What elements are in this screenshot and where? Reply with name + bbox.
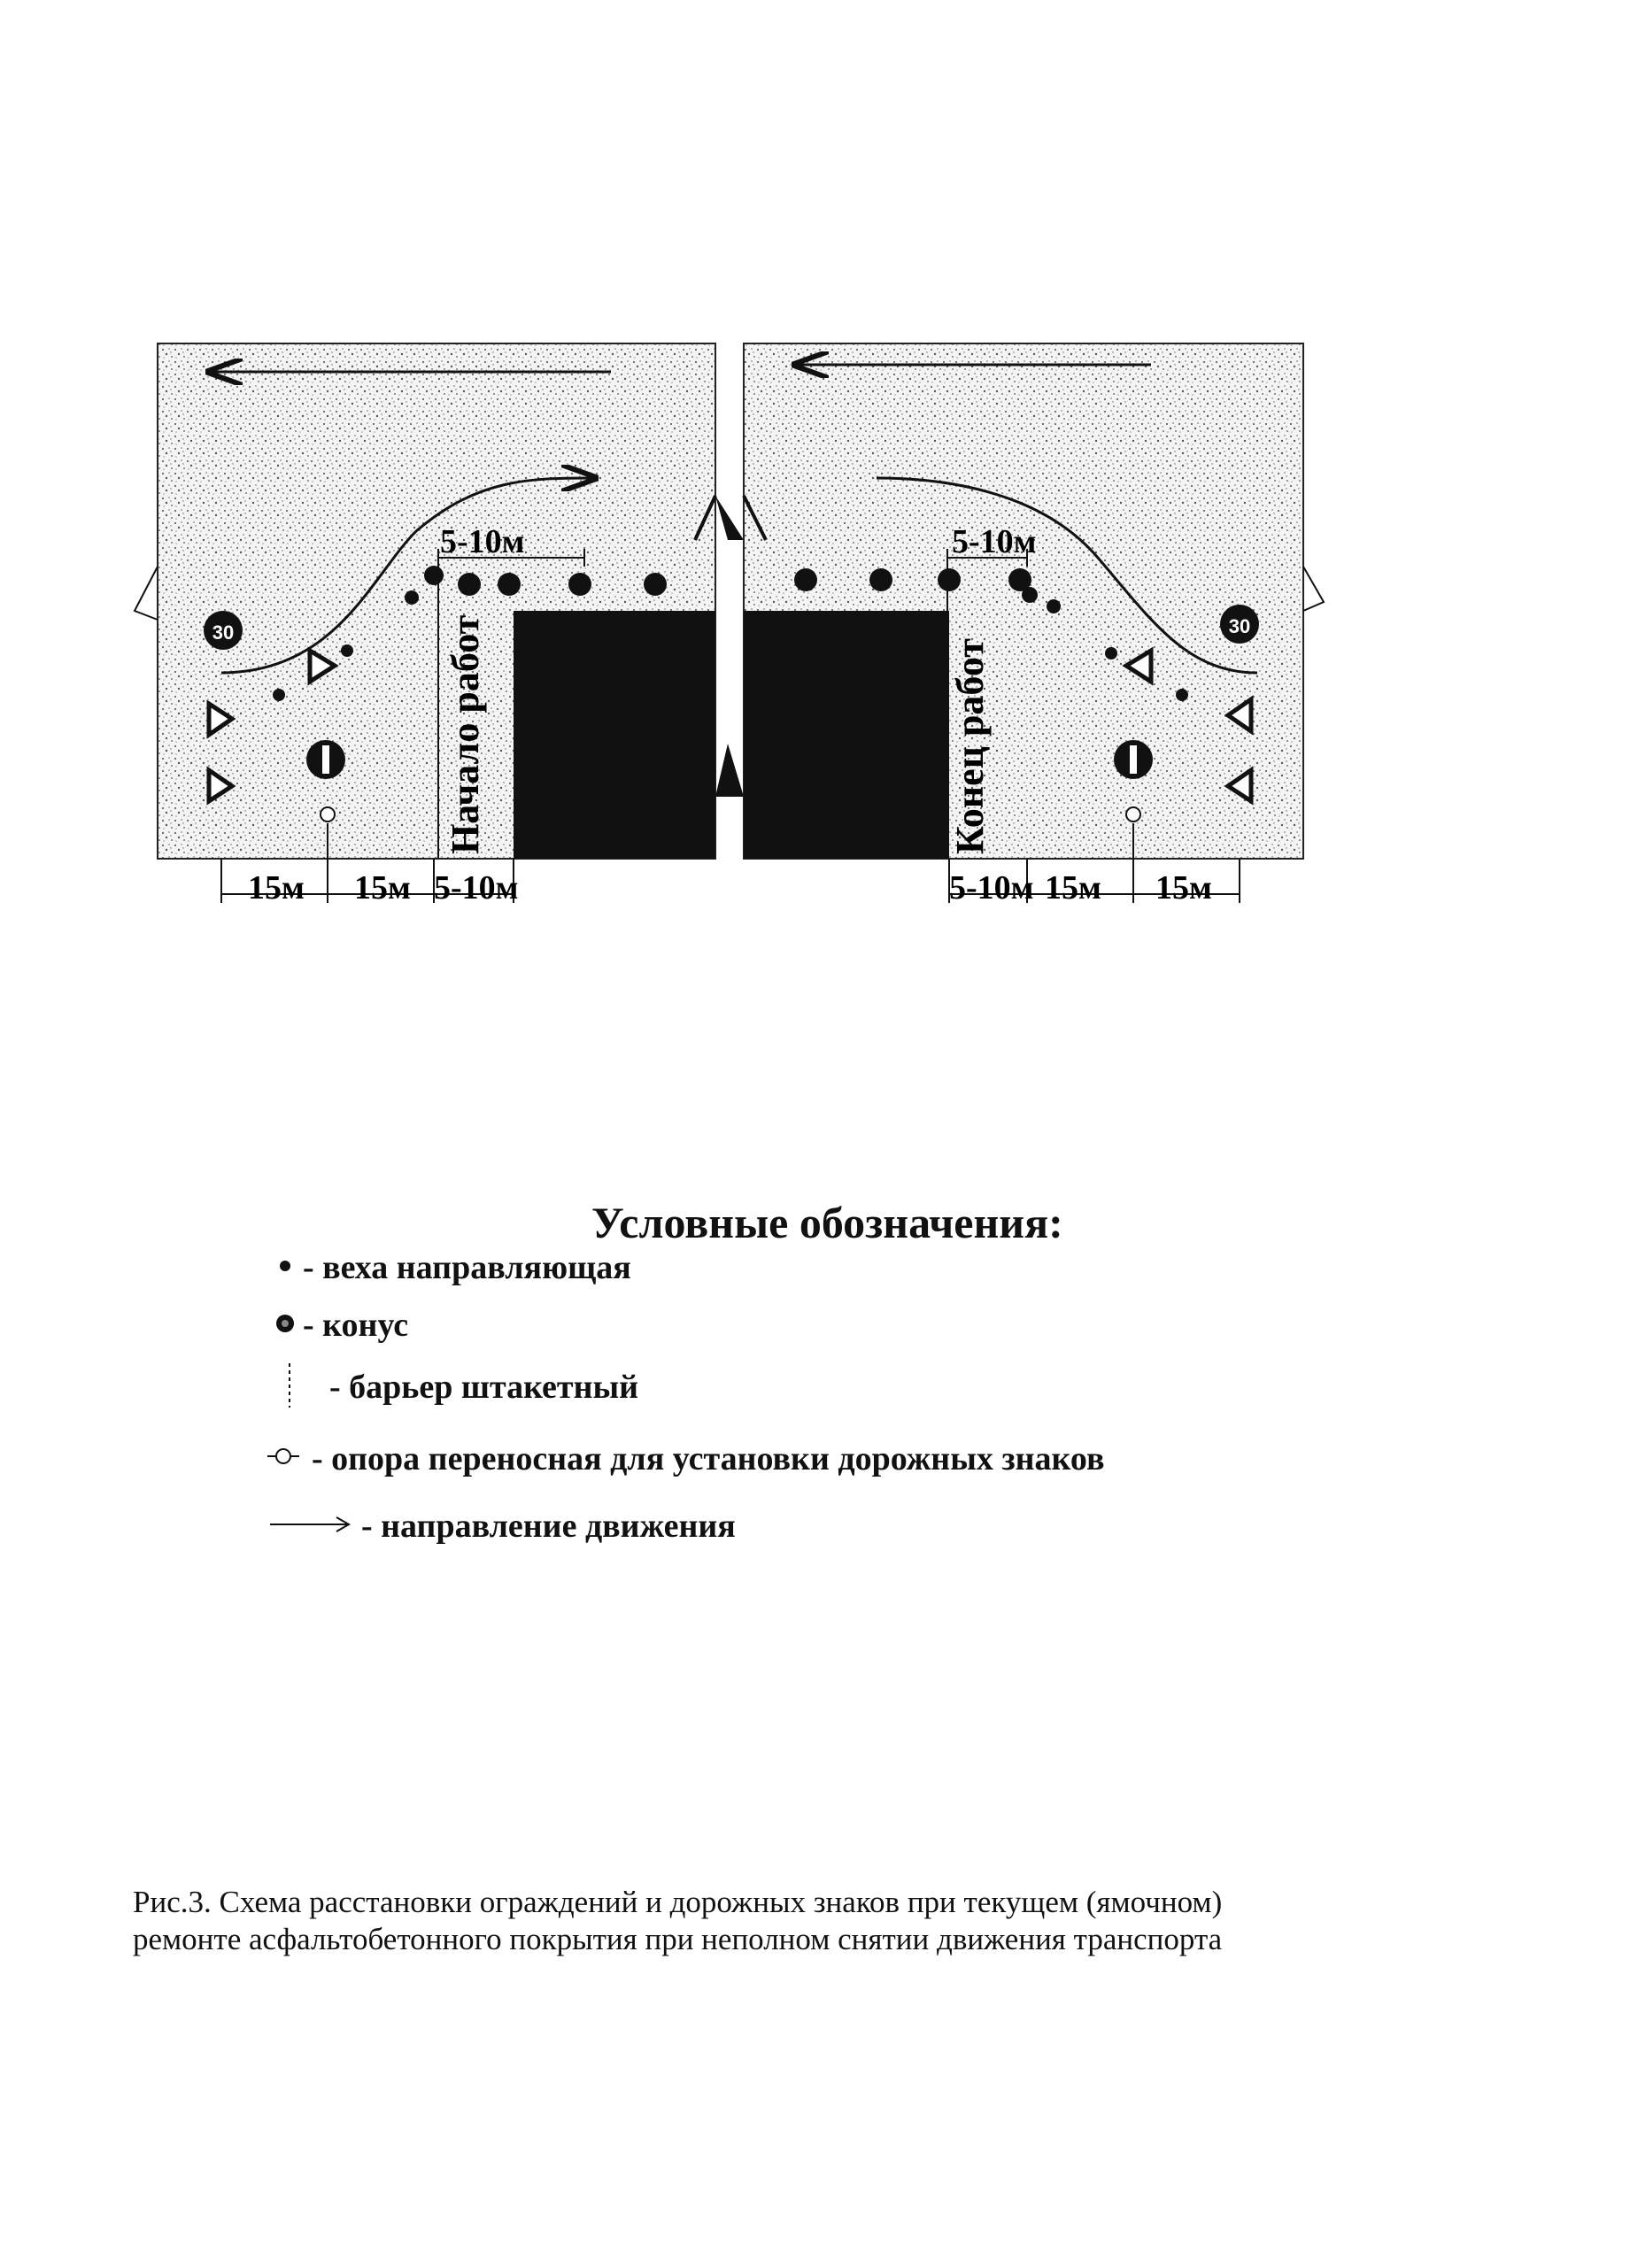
svg-text:15м: 15м — [354, 869, 411, 906]
left-top-dimension-label: 5-10м — [440, 523, 525, 560]
left-speed-limit-sign — [204, 611, 243, 650]
svg-text:15м: 15м — [1155, 869, 1212, 906]
right-no-entry-sign — [1114, 740, 1153, 779]
center-arrow-bottom — [715, 744, 744, 797]
right-road-panel — [744, 343, 1324, 906]
legend-item-guide-post: - веха направляющая — [303, 1249, 631, 1286]
right-vehicle-edge — [1303, 567, 1324, 611]
svg-text:30: 30 — [212, 621, 235, 644]
right-work-zone — [744, 611, 949, 859]
left-sign-support-icon — [321, 807, 335, 822]
caption-line-2: ремонте асфальтобетонного покрытия при неполном снятии движения транспорта — [133, 1922, 1223, 1956]
svg-text:30: 30 — [1228, 615, 1251, 637]
legend-item-barrier: - барьер штакетный — [329, 1369, 639, 1406]
guide-post-dot — [280, 1261, 290, 1271]
sign-support-icon — [267, 1449, 299, 1463]
cone-icon — [276, 1315, 294, 1332]
legend-title: Условные обозначения: — [591, 1198, 1063, 1247]
svg-text:5-10м: 5-10м — [434, 869, 519, 906]
right-top-dimension-label: 5-10м — [952, 523, 1037, 560]
work-start-label: Начало работ — [444, 614, 487, 854]
center-arrow-top — [715, 496, 744, 540]
left-no-entry-sign — [306, 740, 345, 779]
svg-text:15м: 15м — [248, 869, 305, 906]
svg-text:5-10м: 5-10м — [949, 869, 1034, 906]
legend-item-direction: - направление движения — [361, 1508, 736, 1545]
svg-text:15м: 15м — [1045, 869, 1101, 906]
arrow-right-icon — [270, 1517, 349, 1531]
work-end-label: Конец работ — [948, 638, 992, 854]
caption-line-1: Рис.3. Схема расстановки ограждений и дорожных знаков при текущем (ямочном) — [133, 1885, 1223, 1919]
left-vehicle-edge — [135, 567, 158, 620]
left-work-zone — [514, 611, 715, 859]
legend-item-sign-support: - опора переносная для установки дорожных знаков — [312, 1440, 1105, 1477]
right-sign-support-icon — [1126, 807, 1140, 822]
left-road-panel — [135, 343, 715, 906]
legend-item-cone: - конус — [303, 1307, 409, 1344]
right-speed-limit-sign — [1220, 605, 1259, 644]
figure-caption — [133, 1884, 1372, 1958]
